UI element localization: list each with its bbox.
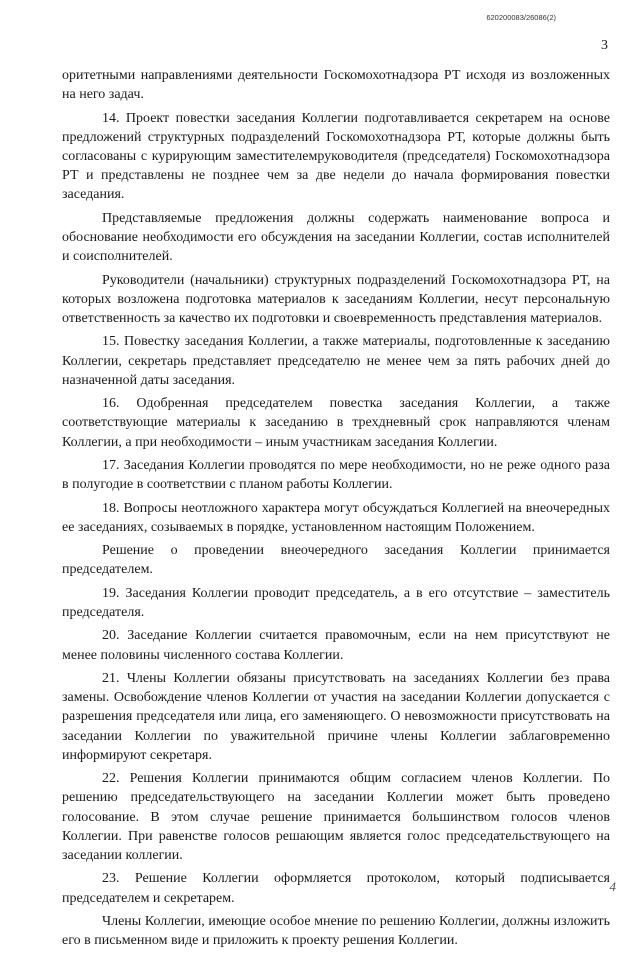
document-body: [62, 66, 610, 955]
paragraph: 19. Заседания Коллегии проводит председатель, а в его отсутствие – заместитель председателя.: [62, 585, 610, 620]
paragraph: 22. Решения Коллегии принимаются общим согласием членов Коллегии. По решению председательствующего на заседании Коллегии может быть проведено голосование. В этом случае решение принимается большинством голосов членов Коллегии. При равенстве голосов решающим является голос председательствующего на заседании коллегии.: [62, 771, 610, 863]
paragraph: 15. Повестку заседания Коллегии, а также материалы, подготовленные к заседанию Коллегии, секретарь представляет председателю не менее чем за пять рабочих дней до назначенной даты заседания.: [62, 334, 610, 388]
paragraph: оритетными направлениями деятельности Госкомохотнадзора РТ исходя из возложенных на него задач.: [62, 68, 610, 103]
paragraph: 20. Заседание Коллегии считается правомочным, если на нем присутствуют не менее половины численного состава Коллегии.: [62, 628, 610, 663]
paragraph: 18. Вопросы неотложного характера могут обсуждаться Коллегией на внеочередных ее заседаниях, созываемых в порядке, установленном настоящим Положением.: [62, 500, 610, 535]
paragraph: Решение о проведении внеочередного заседания Коллегии принимается председателем.: [62, 543, 610, 578]
paragraph: Руководители (начальники) структурных подразделений Госкомохотнадзора РТ, на которых возложена подготовка материалов к заседаниям Коллегии, несут персональную ответственность за качество их подготовки и своевременность представления материалов.: [62, 272, 610, 326]
paragraph: 21. Члены Коллегии обязаны присутствовать на заседаниях Коллегии без права замены. Освобождение членов Коллегии от участия на заседании Коллегии допускается с разрешения председателя или лица, его заменяющего. О невозможности присутствовать на заседании Коллегии по уважительной причине члены Коллегии заблаговременно информируют секретаря.: [62, 670, 610, 763]
paragraph: 17. Заседания Коллегии проводятся по мере необходимости, но не реже одного раза в полугодие в соответствии с планом работы Коллегии.: [62, 457, 610, 493]
paragraph: 23. Решение Коллегии оформляется протоколом, который подписывается председателем и секретарем.: [62, 871, 610, 906]
handwritten-mark: 4: [609, 879, 616, 894]
paragraph: Члены Коллегии, имеющие особое мнение по решению Коллегии, должны изложить его в письменном виде и приложить к проекту решения Коллегии.: [62, 913, 610, 949]
paragraph: 14. Проект повестки заседания Коллегии подготавливается секретарем на основе предложений структурных подразделений Госкомохотнадзора РТ, которые должны быть согласованы с курирующим заместителемруководителя (председателя) Госкомохотнадзора РТ и представлены не позднее чем за две недели до начала формирования повестки заседания.: [62, 110, 610, 203]
page-number: 3: [601, 38, 608, 53]
document-id: 620200083/26086(2): [486, 13, 556, 22]
paragraph: 16. Одобренная председателем повестка заседания Коллегии, а также соответствующие материалы к заседанию в трехдневный срок направляются членам Коллегии, а при необходимости – иным участникам заседания Коллегии.: [62, 396, 610, 450]
paragraph: Представляемые предложения должны содержать наименование вопроса и обоснование необходимости его обсуждения на заседании Коллегии, состав исполнителей и соисполнителей.: [62, 210, 610, 265]
